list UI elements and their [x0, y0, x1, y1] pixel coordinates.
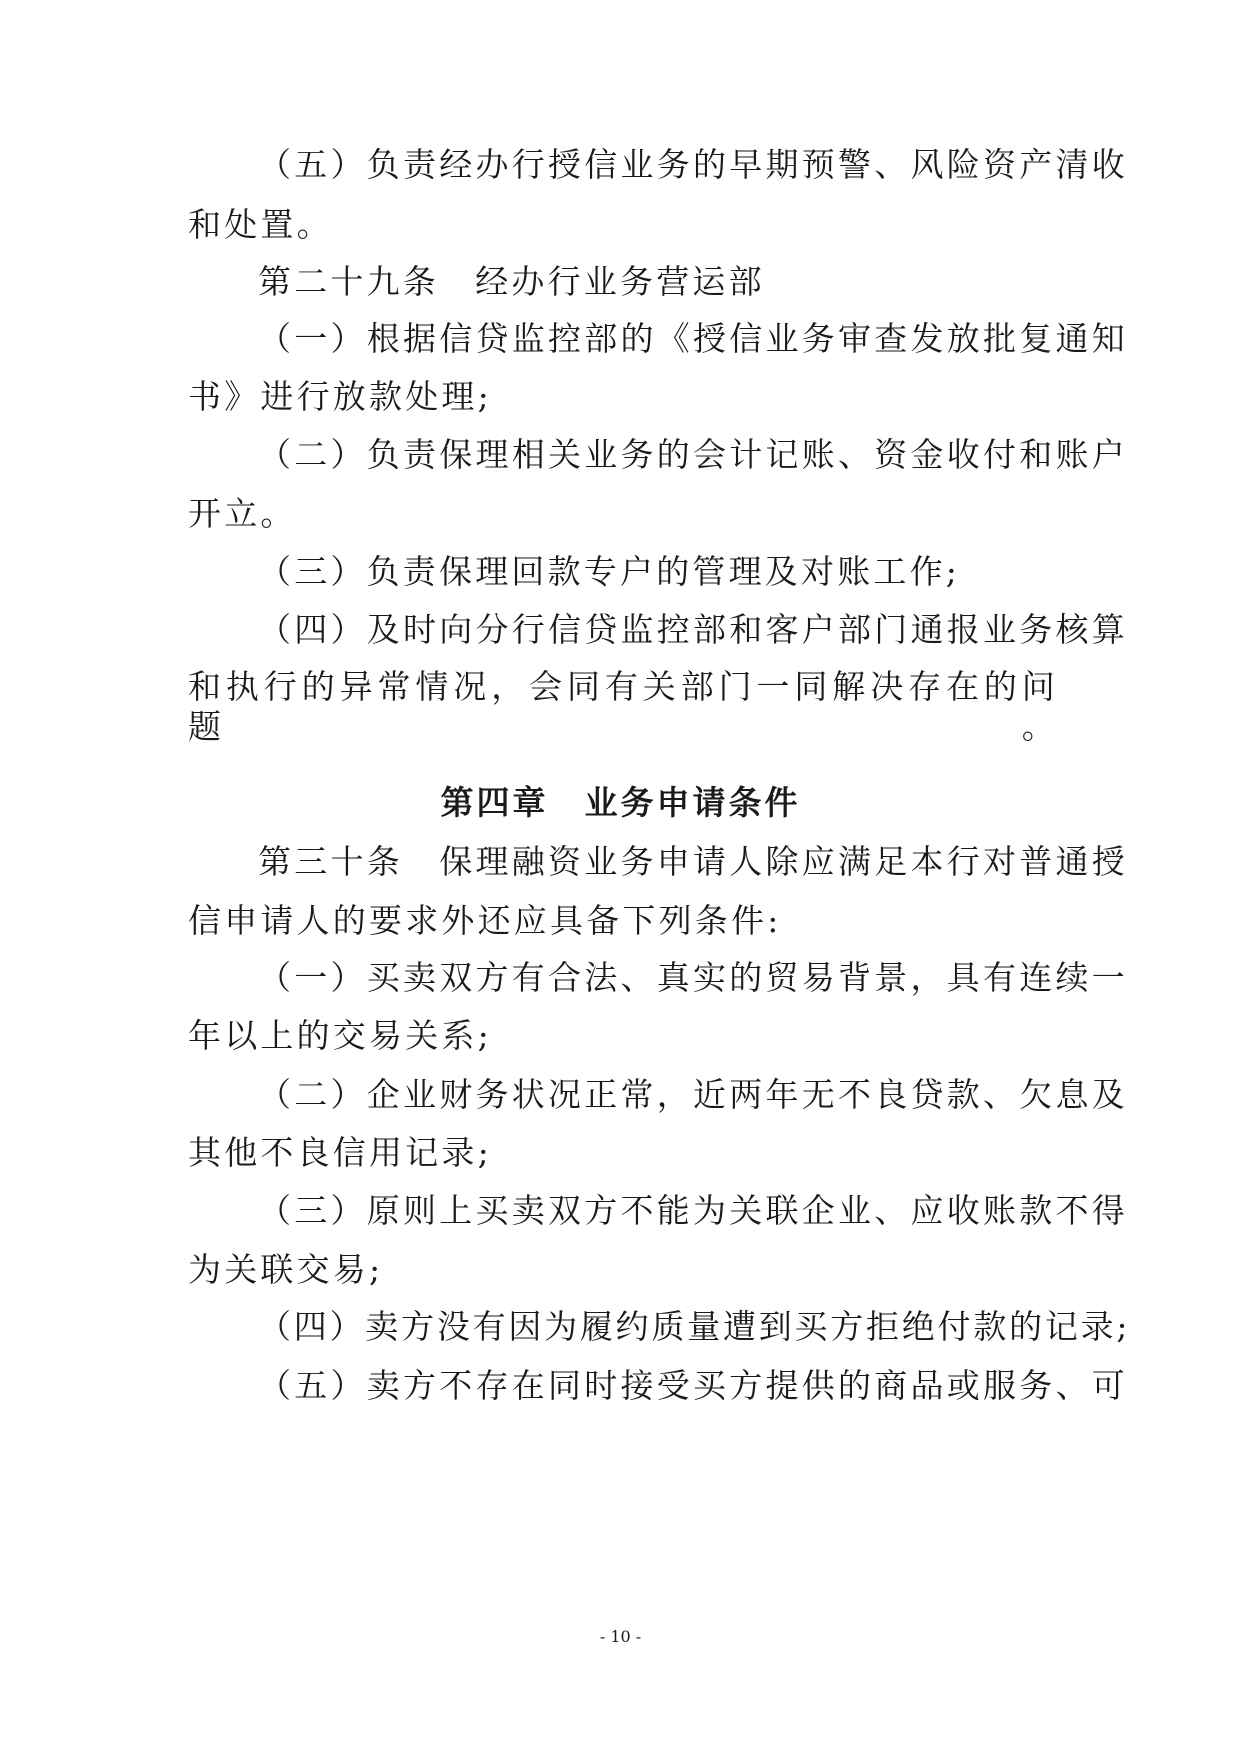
paragraph-line: （四）及时向分行信贷监控部和客户部门通报业务核算: [258, 610, 1128, 649]
paragraph-line: （二）企业财务状况正常，近两年无不良贷款、欠息及: [258, 1075, 1128, 1114]
paragraph-line: 开立。: [188, 494, 297, 533]
article-title: 第二十九条 经办行业务营运部: [258, 262, 765, 301]
paragraph-line: （三）原则上买卖双方不能为关联企业、应收账款不得: [258, 1191, 1128, 1230]
chapter-heading: 第四章 业务申请条件: [440, 783, 801, 822]
paragraph-line: 信申请人的要求外还应具备下列条件:: [188, 901, 782, 940]
paragraph-line: 和执行的异常情况，会同有关部门一同解决存在的问题。: [188, 667, 1058, 746]
paragraph-line: （五）负责经办行授信业务的早期预警、风险资产清收: [258, 145, 1128, 184]
paragraph-line: （二）负责保理相关业务的会计记账、资金收付和账户: [258, 435, 1128, 474]
paragraph-line: 和处置。: [188, 205, 333, 244]
paragraph-line: 其他不良信用记录;: [188, 1133, 492, 1172]
paragraph-line: 为关联交易;: [188, 1250, 384, 1289]
paragraph-line: 书》进行放款处理;: [188, 377, 492, 416]
paragraph-line: （一）买卖双方有合法、真实的贸易背景，具有连续一: [258, 958, 1128, 997]
paragraph-line: 年以上的交易关系;: [188, 1016, 492, 1055]
paragraph-line: （三）负责保理回款专户的管理及对账工作;: [258, 552, 961, 591]
paragraph-line: （一）根据信贷监控部的《授信业务审查发放批复通知: [258, 319, 1128, 358]
paragraph-line: （五）卖方不存在同时接受买方提供的商品或服务、可: [258, 1366, 1128, 1405]
paragraph-line: （四）卖方没有因为履约质量遭到买方拒绝付款的记录;: [258, 1307, 1128, 1346]
article-line: 第三十条 保理融资业务申请人除应满足本行对普通授: [258, 842, 1128, 881]
page-number: - 10 -: [599, 1627, 642, 1646]
